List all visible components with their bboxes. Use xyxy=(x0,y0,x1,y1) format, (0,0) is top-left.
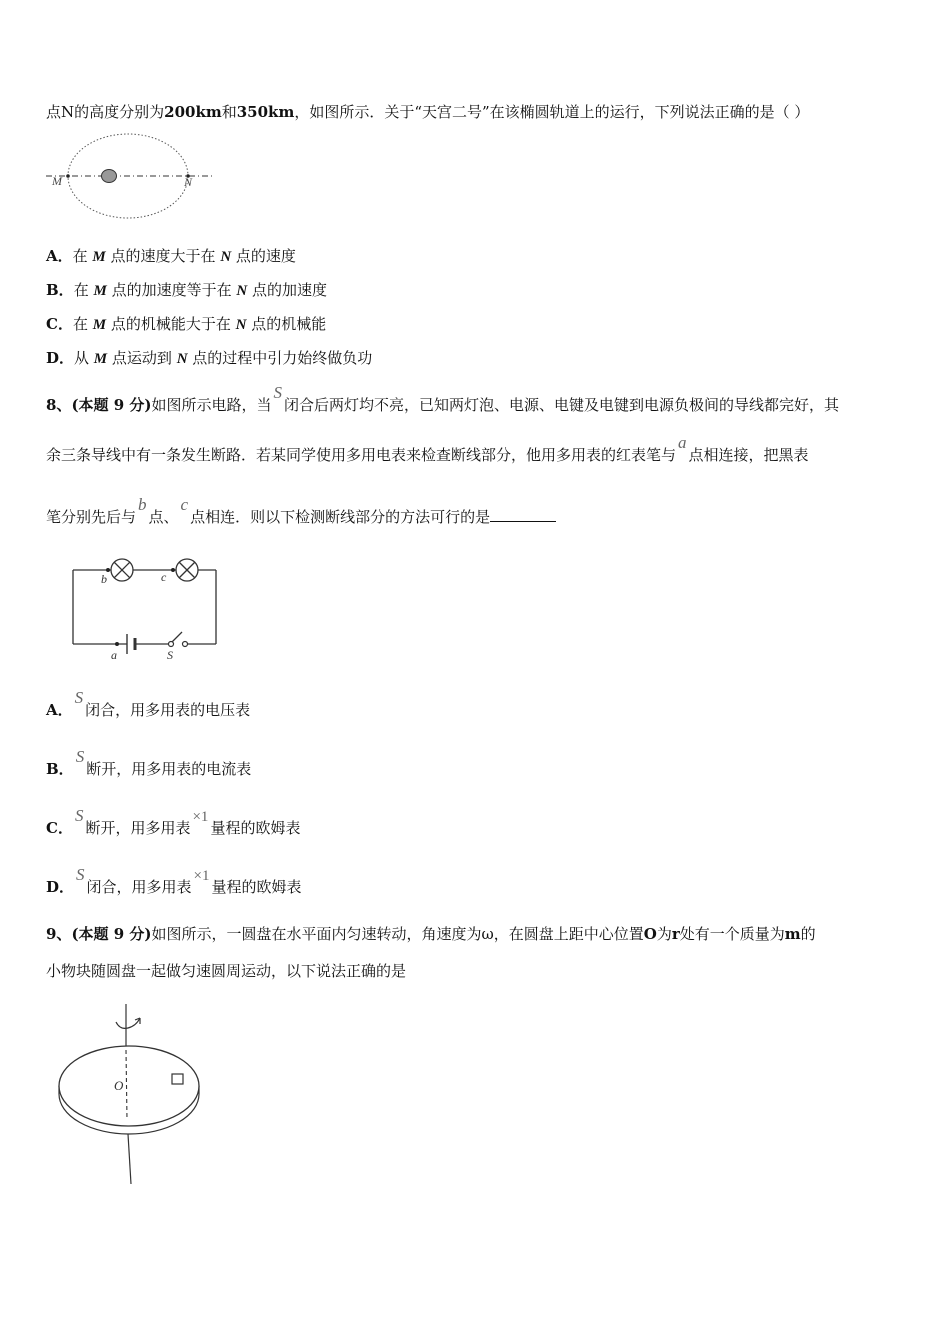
stem-text: 点相连．则以下检测断线部分的方法可行的是 xyxy=(190,508,491,526)
stem-text: 点相连接，把黑表 xyxy=(688,446,809,464)
option-key: A． xyxy=(46,247,73,265)
node-a-label: a xyxy=(111,648,117,662)
option-key: D． xyxy=(46,349,75,367)
stem-text: 处有一个质量为 xyxy=(679,925,785,943)
lamp-icon xyxy=(111,559,133,581)
radius-r-symbol: r xyxy=(671,925,680,943)
q7-stem-text-c: ，如图所示．关于“天宫二号”在该椭圆轨道上的运行，下列说法正确的是（ ） xyxy=(294,103,810,121)
q8-option-a[interactable] xyxy=(46,688,251,720)
question-score: (本题 9 分) xyxy=(71,925,152,943)
q7-option-d[interactable] xyxy=(46,347,372,368)
q8-option-c[interactable] xyxy=(46,806,301,838)
stem-text: 点、 xyxy=(148,508,179,526)
option-text: 闭合，用多用表 xyxy=(86,878,192,896)
point-m-dot xyxy=(66,174,70,178)
option-text: 在 xyxy=(73,281,94,299)
node-a-dot xyxy=(115,642,119,646)
stem-text: 小物块随圆盘一起做匀速圆周运动，以下说法正确的是 xyxy=(46,962,407,980)
stem-text: 如图所示电路，当 xyxy=(151,396,272,414)
omega-symbol: ω xyxy=(481,925,494,943)
point-c-symbol: c xyxy=(180,495,189,514)
stem-text: 如图所示，一圆盘在水平面内匀速转动，角速度为 xyxy=(151,925,482,943)
range-x1-symbol: ×1 xyxy=(192,809,209,825)
point-m-symbol: M xyxy=(93,283,107,299)
q7-option-c[interactable] xyxy=(46,313,326,334)
center-o-label: O xyxy=(114,1078,124,1093)
stem-text: 闭合后两灯均不亮，已知两灯泡、电源、电键及电键到电源负极间的导线都完好，其 xyxy=(284,396,840,414)
option-text: 点的过程中引力始终做负功 xyxy=(187,349,373,367)
option-text: 点的机械能大于在 xyxy=(106,315,236,333)
option-text: 量程的欧姆表 xyxy=(210,819,301,837)
point-a-symbol: a xyxy=(678,433,687,452)
option-text: 在 xyxy=(72,315,93,333)
option-key: B． xyxy=(46,760,74,778)
node-c-dot xyxy=(171,568,175,572)
switch-icon xyxy=(169,632,188,647)
option-key: B． xyxy=(46,281,74,299)
q7-height-2: 350km xyxy=(236,103,295,121)
q7-height-1: 200km xyxy=(164,103,222,121)
block-icon xyxy=(172,1074,183,1084)
option-text: 断开，用多用表 xyxy=(85,819,191,837)
option-text: 点的加速度等于在 xyxy=(106,281,237,299)
q7-option-b[interactable] xyxy=(46,279,327,300)
question-number: 8、 xyxy=(46,396,72,414)
q8-option-d[interactable] xyxy=(46,865,302,897)
range-x1-symbol: ×1 xyxy=(193,868,210,884)
point-n-symbol: N xyxy=(176,351,188,367)
stem-text: 笔分别先后与 xyxy=(46,508,137,526)
battery-icon xyxy=(127,634,135,654)
q8-option-b[interactable] xyxy=(46,747,252,779)
node-c-label: c xyxy=(161,570,167,584)
point-n-symbol: N xyxy=(236,283,248,299)
q9-stem-line-1 xyxy=(46,923,816,944)
mass-m-symbol: m xyxy=(784,925,801,943)
point-m-symbol: M xyxy=(92,249,106,265)
option-text: 点的速度 xyxy=(231,247,296,265)
stem-text: ，在圆盘上距中心位置 xyxy=(493,925,644,943)
node-b-label: b xyxy=(101,572,107,586)
lamp-icon xyxy=(176,559,198,581)
switch-symbol: S xyxy=(74,806,84,825)
q9-disc-figure xyxy=(56,1002,216,1192)
q7-orbit-figure xyxy=(44,132,214,222)
option-text: 点运动到 xyxy=(107,349,177,367)
switch-label: S xyxy=(167,648,173,662)
point-m-symbol: M xyxy=(92,317,107,333)
option-key: C． xyxy=(46,315,73,333)
option-text: 量程的欧姆表 xyxy=(211,878,302,896)
point-b-symbol: b xyxy=(138,495,147,514)
question-score: (本题 9 分) xyxy=(71,396,152,414)
switch-symbol: S xyxy=(74,688,84,707)
option-text: 点的机械能 xyxy=(246,315,327,333)
option-text: 从 xyxy=(74,349,94,367)
q8-stem-line-3 xyxy=(46,495,556,527)
q7-stem-text-b: 和 xyxy=(221,103,237,121)
q8-circuit-figure xyxy=(70,556,230,666)
q9-stem-line-2 xyxy=(46,960,406,981)
option-text: 在 xyxy=(72,247,93,265)
switch-symbol: S xyxy=(273,383,283,402)
q8-stem-line-1 xyxy=(46,383,840,415)
switch-symbol: S xyxy=(75,747,85,766)
rotation-axis-bottom xyxy=(128,1134,131,1184)
option-text: 点的速度大于在 xyxy=(105,247,221,265)
q7-stem-text-a: 点N的高度分别为 xyxy=(46,103,165,121)
option-key: D． xyxy=(46,878,75,896)
question-number: 9、 xyxy=(46,925,72,943)
earth-icon xyxy=(102,170,117,183)
q8-stem-line-2 xyxy=(46,433,809,465)
point-m-symbol: M xyxy=(93,351,108,367)
stem-text: 余三条导线中有一条发生断路．若某同学使用多用电表来检查断线部分，他用多用表的红表笔与 xyxy=(46,446,677,464)
point-n-label: N xyxy=(184,175,193,189)
q7-option-a[interactable] xyxy=(46,245,296,266)
option-key: A． xyxy=(46,701,73,719)
option-text: 点的加速度 xyxy=(247,281,327,299)
answer-blank[interactable] xyxy=(490,509,556,522)
option-key: C． xyxy=(46,819,73,837)
point-m-label: M xyxy=(52,174,62,188)
option-text: 断开，用多用表的电流表 xyxy=(86,760,252,778)
switch-symbol: S xyxy=(76,865,85,884)
stem-text: 为 xyxy=(656,925,672,943)
option-text: 闭合，用多用表的电压表 xyxy=(85,701,251,719)
point-n-symbol: N xyxy=(235,317,247,333)
disc-top-ellipse xyxy=(59,1046,199,1126)
center-o-symbol: O xyxy=(643,925,657,943)
q7-stem xyxy=(46,101,809,122)
stem-text: 的 xyxy=(800,925,816,943)
point-n-symbol: N xyxy=(220,249,232,265)
